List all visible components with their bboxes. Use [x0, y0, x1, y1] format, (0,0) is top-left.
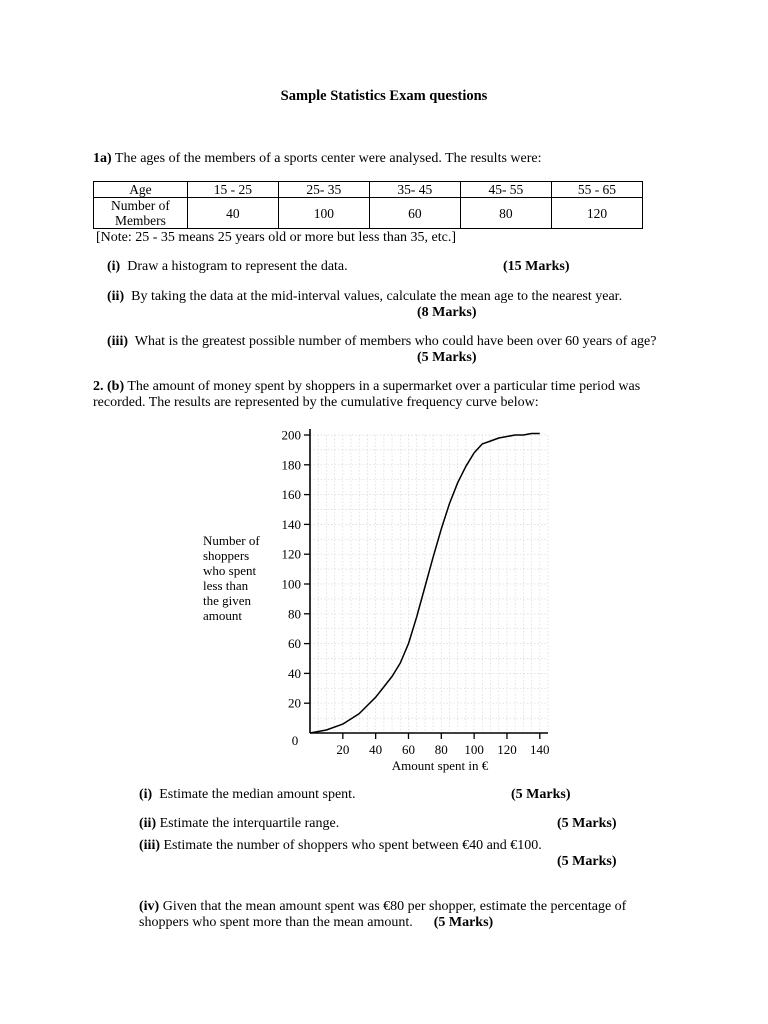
table-cell: 120: [551, 198, 642, 229]
table-cell: 80: [460, 198, 551, 229]
y-axis-label-line: Number of: [203, 533, 260, 548]
y-tick-label: 40: [288, 665, 301, 681]
x-tick-label: 20: [336, 742, 350, 757]
q1-i-number: (i): [107, 259, 121, 274]
q2-iv-text-2: shoppers who spent more than the mean amount.: [139, 915, 413, 930]
page-title: Sample Statistics Exam questions: [280, 88, 488, 104]
x-tick-label: 60: [401, 742, 415, 757]
q2-i-number: (i): [139, 787, 153, 802]
q1-part-i: [107, 259, 348, 275]
q2-number: 2. (b): [93, 379, 125, 394]
table-cell: 35- 45: [369, 182, 460, 198]
q2-iv-marks: (5 Marks): [433, 915, 494, 930]
y-axis-label-line: amount: [203, 608, 242, 623]
table-cell: Age: [94, 182, 188, 198]
table-cell: 100: [278, 198, 369, 229]
q2-iii-marks: (5 Marks): [557, 854, 617, 869]
q2-part-ii: [139, 816, 339, 832]
table-cell: 15 - 25: [187, 182, 278, 198]
y-tick-label: 80: [288, 606, 301, 622]
table-row: [94, 198, 643, 229]
table-row: [94, 182, 643, 198]
y-tick-label: 120: [281, 546, 301, 562]
q2-part-iv: [139, 899, 659, 931]
q2-part-iii: [139, 838, 542, 854]
y-tick-label: 180: [281, 457, 301, 473]
chart-axes: [310, 429, 548, 733]
y-tick-label: 140: [281, 516, 301, 532]
q1-number: 1a): [93, 151, 112, 166]
q1-part-ii: [107, 289, 622, 305]
q1-i-text: Draw a histogram to represent the data.: [127, 259, 348, 274]
x-tick-label: 140: [530, 742, 550, 757]
q1-iii-number: (iii): [107, 334, 128, 349]
x-tick-label: 120: [497, 742, 517, 757]
y-axis-label-line: the given: [203, 593, 252, 608]
q2-i-text: Estimate the median amount spent.: [159, 787, 356, 802]
origin-label: 0: [291, 733, 299, 748]
q2-iii-text: Estimate the number of shoppers who spent between €40 and €100.: [163, 838, 542, 853]
q2-intro: [93, 379, 658, 411]
q1-iii-text: What is the greatest possible number of members who could have been over 60 years of age?: [134, 334, 657, 349]
x-tick-label: 40: [369, 742, 383, 757]
y-tick-label: 200: [281, 427, 301, 443]
table-cell: Number of Members: [94, 198, 188, 229]
table-cell: 55 - 65: [551, 182, 642, 198]
chart-ticks: [282, 428, 550, 758]
q2-iii-number: (iii): [139, 838, 160, 853]
y-tick-label: 160: [281, 487, 301, 503]
q2-intro-text: The amount of money spent by shoppers in a supermarket over a particular time period was recorded. The results are represented by the cumulative frequency curve below:: [93, 379, 641, 410]
q1-iii-marks: (5 Marks): [417, 350, 477, 365]
q2-ii-number: (ii): [139, 816, 157, 831]
y-axis-label-line: shoppers: [203, 548, 250, 563]
q2-iv-text-1: Given that the mean amount spent was €80 per shopper, estimate the percentage of: [162, 899, 627, 914]
q1-intro-text: The ages of the members of a sports center were analysed. The results were:: [114, 151, 542, 166]
q1-i-marks: (15 Marks): [503, 259, 570, 274]
q1-intro: [93, 151, 673, 167]
q1-note: [Note: 25 - 35 means 25 years old or more but less than 35, etc.]: [96, 230, 457, 245]
y-tick-label: 60: [288, 636, 301, 652]
table-cell: 60: [369, 198, 460, 229]
q2-part-i: [139, 787, 356, 803]
ages-table: [93, 181, 643, 229]
q2-iv-number: (iv): [139, 899, 160, 914]
y-axis-label-line: who spent: [203, 563, 257, 578]
q2-ii-text: Estimate the interquartile range.: [159, 816, 340, 831]
q1-ii-number: (ii): [107, 289, 125, 304]
q1-ii-text: By taking the data at the mid-interval values, calculate the mean age to the nearest year.: [131, 289, 623, 304]
table-cell: 25- 35: [278, 182, 369, 198]
y-tick-label: 20: [288, 695, 301, 711]
x-axis-label: Amount spent in €: [391, 758, 489, 773]
y-axis-label-line: less than: [203, 578, 249, 593]
q2-i-marks: (5 Marks): [511, 787, 571, 802]
y-tick-label: 100: [281, 576, 301, 592]
chart-grid: [310, 435, 548, 733]
x-tick-label: 100: [464, 742, 484, 757]
table-cell: 40: [187, 198, 278, 229]
x-tick-label: 80: [434, 742, 448, 757]
q1-ii-marks: (8 Marks): [417, 305, 477, 320]
table-cell: 45- 55: [460, 182, 551, 198]
cumulative-frequency-chart: [0, 420, 768, 780]
q2-ii-marks: (5 Marks): [557, 816, 617, 831]
q1-part-iii: [107, 334, 656, 350]
